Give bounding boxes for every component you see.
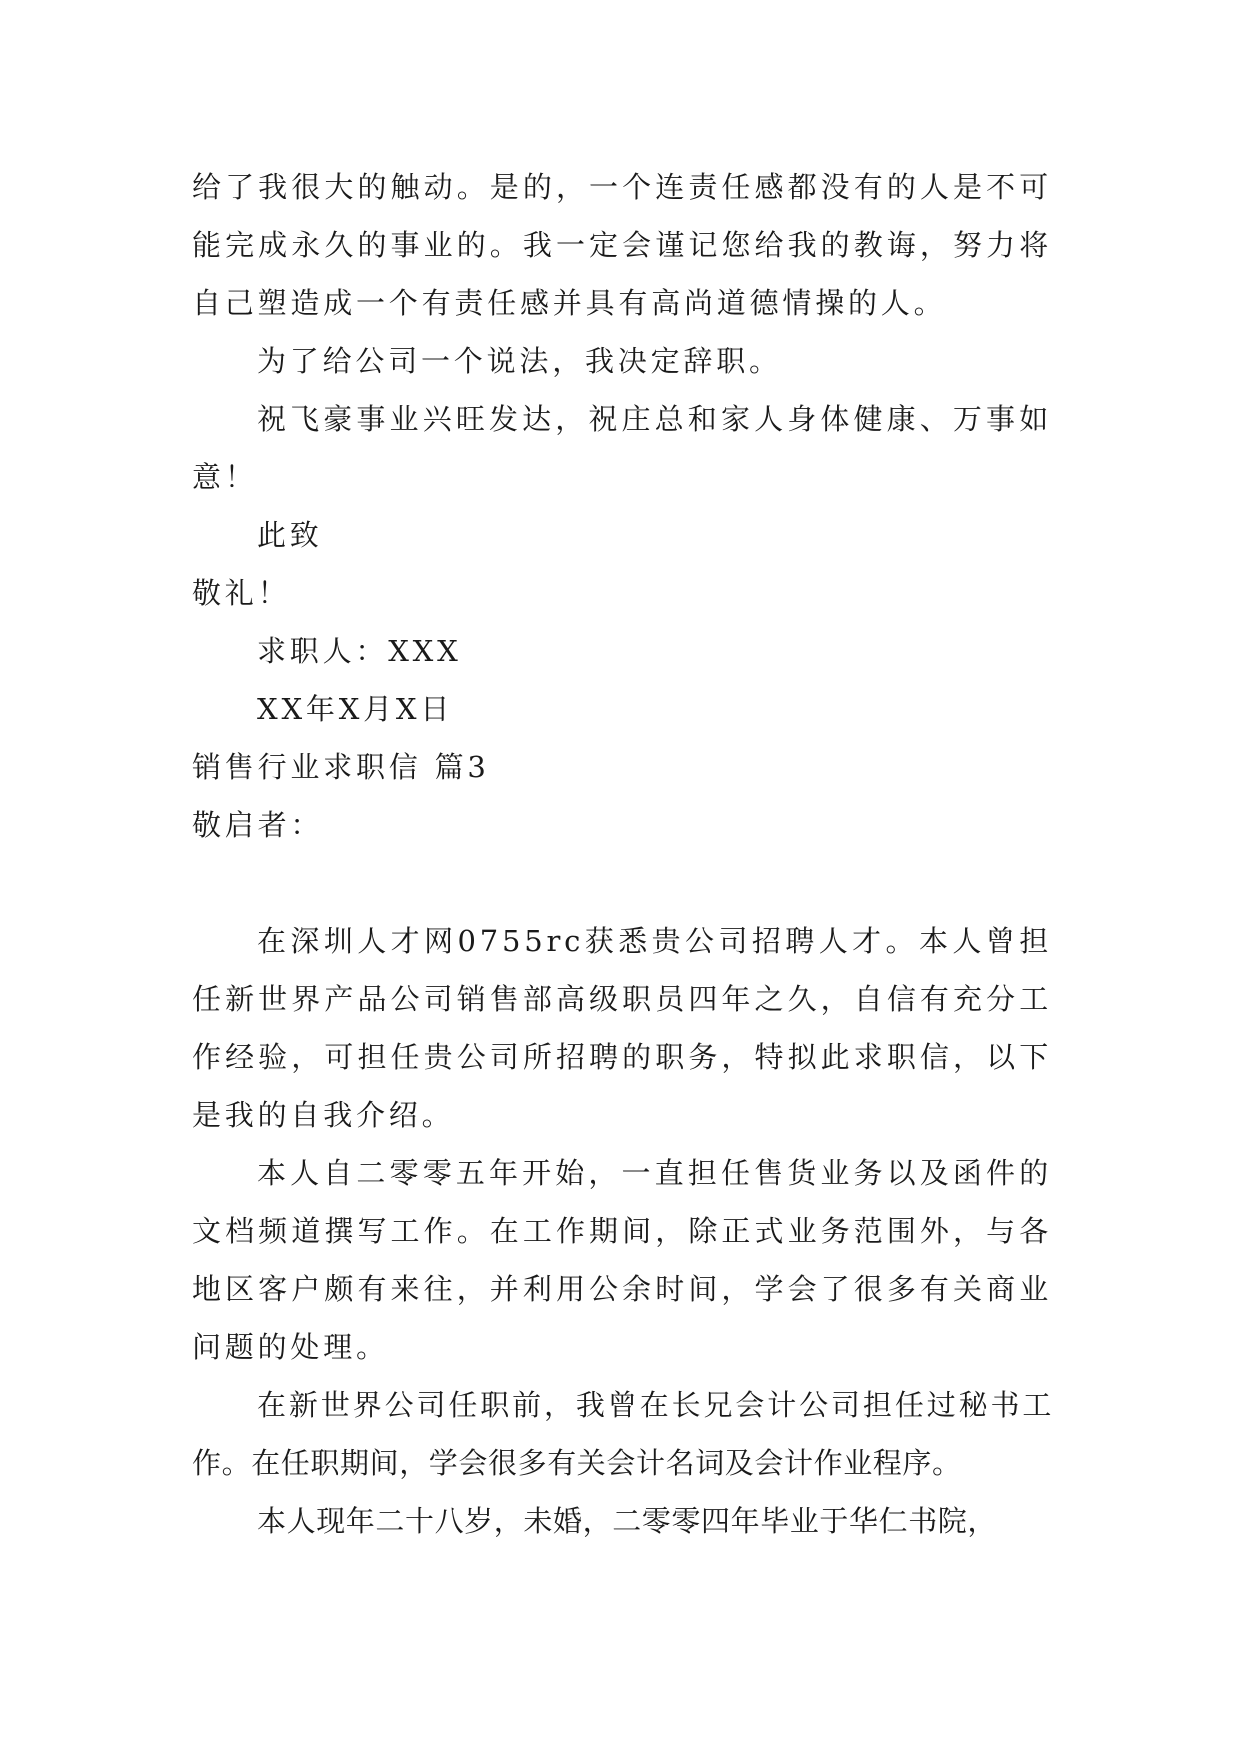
paragraph-experience: 本人自二零零五年开始，一直担任售货业务以及函件的文档频道撰写工作。在工作期间，除正式业务范围外，与各地区客户颇有来往，并利用公余时间，学会了很多有关商业问题的处理。 bbox=[192, 1156, 1052, 1364]
paragraph-wishes: 祝飞豪事业兴旺发达，祝庄总和家人身体健康、万事如意！ bbox=[192, 402, 1052, 494]
signature-applicant: 求职人：XXX bbox=[257, 634, 462, 668]
paragraph-personal: 本人现年二十八岁，未婚，二零零四年毕业于华仁书院， bbox=[257, 1504, 998, 1538]
signature-date: XX年X月X日 bbox=[257, 692, 454, 726]
paragraph-intro: 在深圳人才网0755rc获悉贵公司招聘人才。本人曾担任新世界产品公司销售部高级职员四年之久，自信有充分工作经验，可担任贵公司所招聘的职务，特拟此求职信，以下是我的自我介绍。 bbox=[192, 924, 1052, 1132]
paragraph-resignation: 为了给公司一个说法，我决定辞职。 bbox=[257, 344, 782, 378]
closing-regards: 敬礼！ bbox=[192, 576, 291, 610]
blank-line bbox=[192, 854, 1052, 912]
paragraph-continuation: 给了我很大的触动。是的，一个连责任感都没有的人是不可能完成永久的事业的。我一定会谨记您给我的教诲，努力将自己塑造成一个有责任感并具有高尚道德情操的人。 bbox=[192, 170, 1052, 320]
section-heading: 销售行业求职信 篇3 bbox=[192, 750, 490, 784]
document-body bbox=[192, 158, 1052, 1550]
paragraph-prior-job: 在新世界公司任职前，我曾在长兄会计公司担任过秘书工作。在任职期间，学会很多有关会计名词及会计作业程序。 bbox=[192, 1388, 1052, 1480]
letter-greeting: 敬启者： bbox=[192, 808, 324, 842]
closing-salutation: 此致 bbox=[257, 518, 323, 552]
